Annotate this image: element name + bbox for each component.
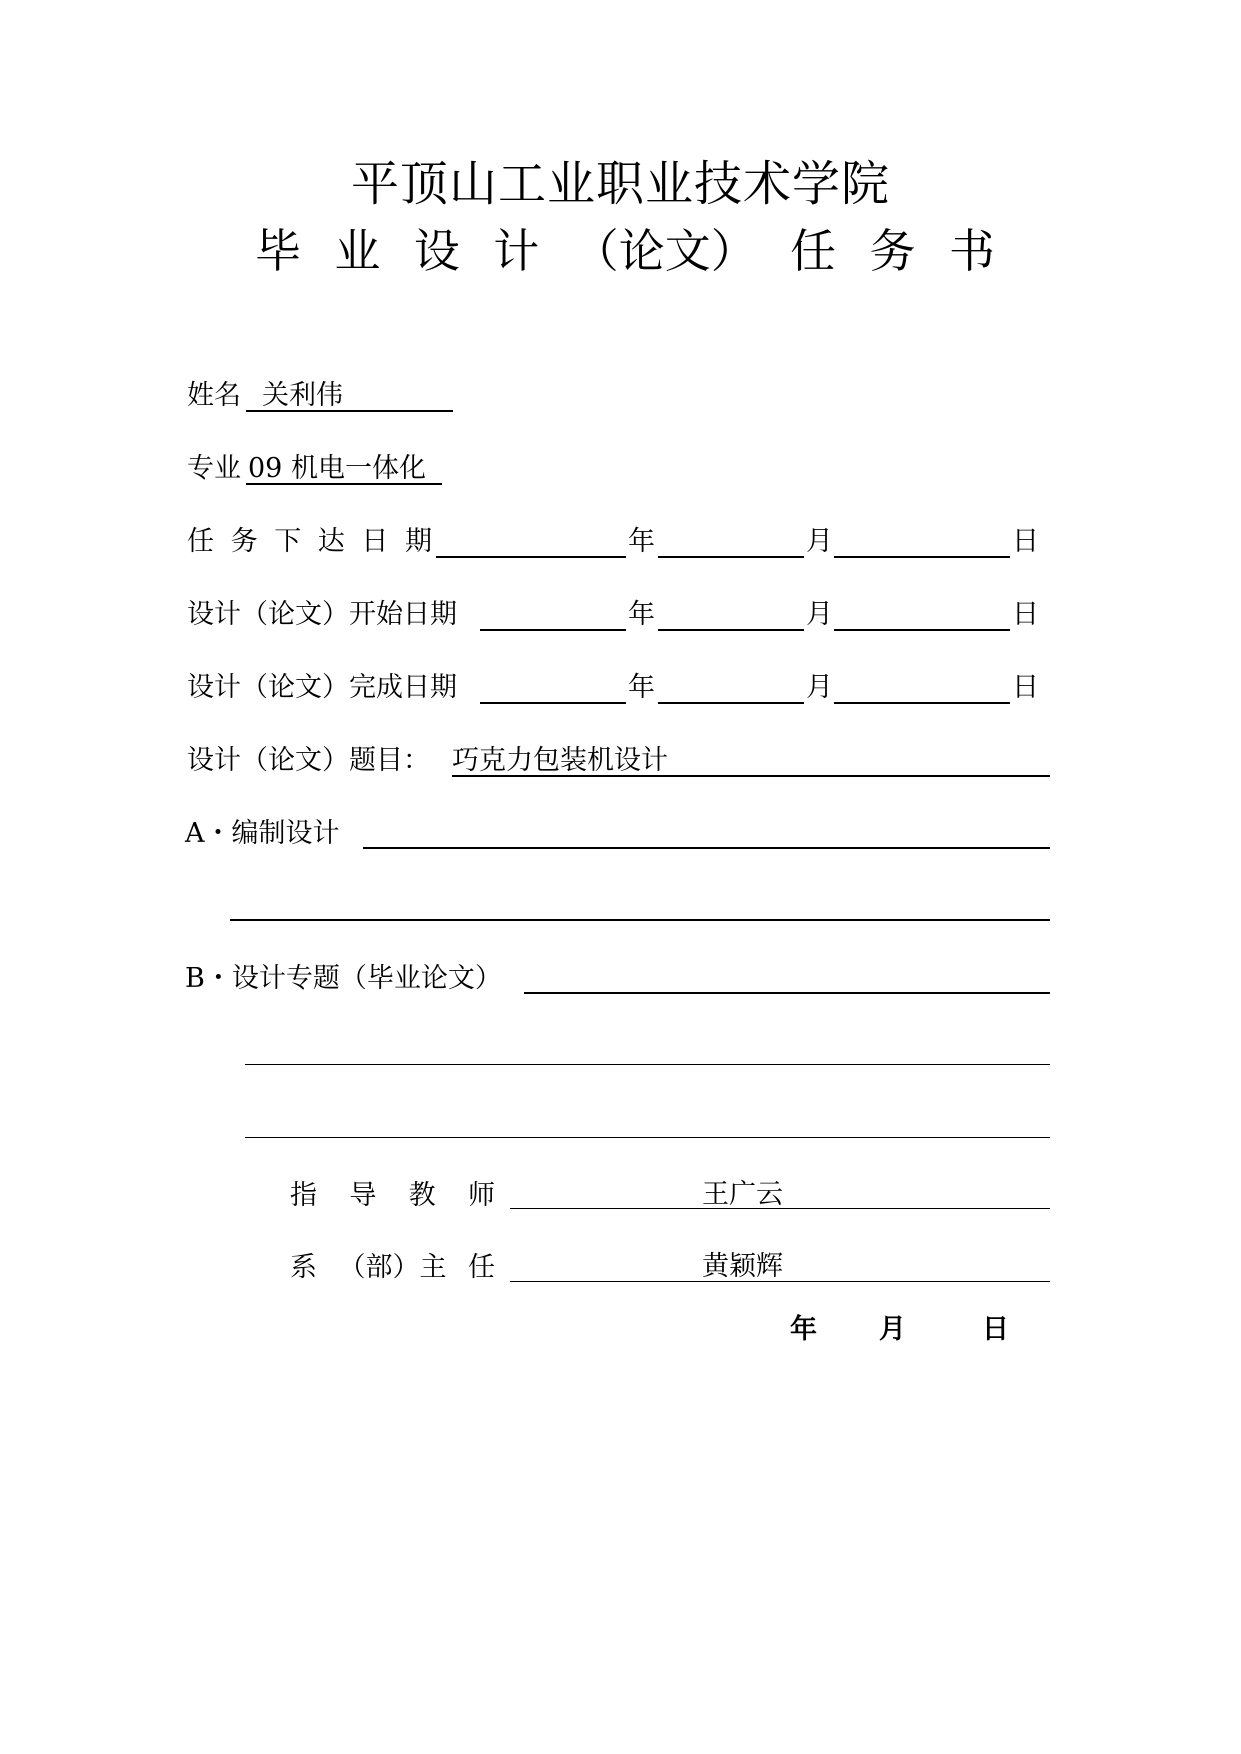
label-char: 务 [230,526,258,557]
sign-month-label: 月 [879,1314,906,1345]
label-char: 系 [290,1252,317,1283]
advisor-value: 王广云 [702,1179,783,1210]
label-char: 教 [408,1180,436,1211]
start-day-field[interactable] [834,629,1010,631]
major-value: 09 机电一体化 [248,453,426,484]
start-month-field[interactable] [658,629,804,631]
section-b-line-1[interactable] [524,992,1050,994]
title-char: 书 [948,224,995,278]
day-label: 日 [1012,599,1039,630]
title-char: 计 [493,224,540,278]
label-char: 达 [317,526,345,557]
issue-month-field[interactable] [658,556,804,558]
label-char: 下 [274,526,302,557]
day-label: 日 [1012,672,1039,703]
title-char: （论文） [572,224,757,278]
department-head-value: 黄颖辉 [702,1251,783,1282]
day-label: 日 [1012,526,1039,557]
year-label: 年 [628,526,655,557]
label-char: 任 [187,526,214,557]
end-day-field[interactable] [834,702,1010,704]
end-year-field[interactable] [480,702,626,704]
advisor-label [290,1182,495,1209]
section-b-label: B・设计专题（毕业论文） [185,963,502,994]
topic-value: 巧克力包装机设计 [452,745,668,776]
issue-year-field[interactable] [436,556,626,558]
year-label: 年 [628,599,655,630]
sign-year-label: 年 [790,1314,817,1345]
school-name: 平顶山工业职业技术学院 [350,156,890,212]
month-label: 月 [806,672,833,703]
year-label: 年 [628,672,655,703]
section-b-line-2[interactable] [245,1064,1050,1065]
start-date-label: 设计（论文）开始日期 [187,599,457,630]
name-value: 关利伟 [262,380,343,411]
label-char: 日 [361,526,389,557]
label-char: 导 [349,1180,377,1211]
start-year-field[interactable] [480,629,626,631]
issue-day-field[interactable] [834,556,1010,558]
label-char: 指 [290,1180,317,1211]
issue-date-label [187,528,432,555]
end-date-label: 设计（论文）完成日期 [187,672,457,703]
section-a-label: A・编制设计 [185,818,340,849]
label-char: 师 [467,1180,495,1211]
name-label: 姓名 [187,380,241,411]
title-char: 设 [413,224,460,278]
month-label: 月 [806,526,833,557]
label-char: 任 [468,1252,495,1283]
department-head-label [290,1254,495,1281]
major-label: 专业 [187,453,241,484]
topic-label: 设计（论文）题目： [187,745,430,776]
label-char: 期 [404,526,432,557]
title-char: 任 [790,224,837,278]
label-char: （部）主 [338,1252,447,1283]
section-a-line-1[interactable] [363,847,1050,849]
section-a-line-2[interactable] [230,919,1050,921]
end-month-field[interactable] [658,702,804,704]
title-char: 毕 [255,224,301,278]
document-title [255,224,995,278]
month-label: 月 [806,599,833,630]
title-char: 务 [869,224,916,278]
section-b-line-3[interactable] [245,1137,1050,1138]
sign-day-label: 日 [982,1314,1009,1345]
title-char: 业 [334,224,381,278]
